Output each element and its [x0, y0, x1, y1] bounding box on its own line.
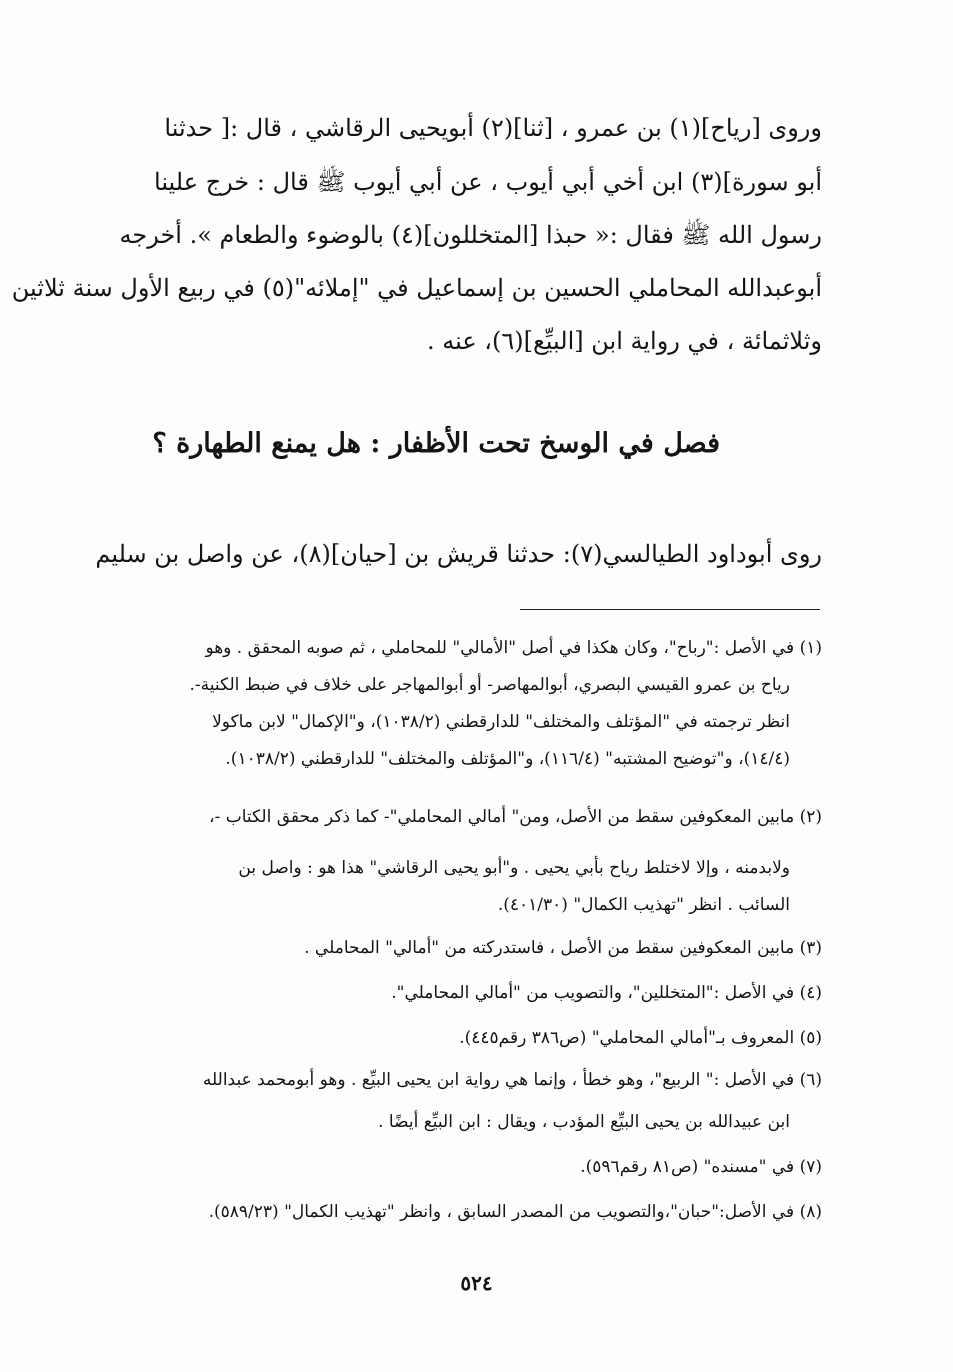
footnote-1-line-4: (١٤/٤)، و"توضيح المشتبه" (١١٦/٤)، و"المؤتلف والمختلف" للدارقطني (١٠٣٨/٢). [225, 749, 790, 769]
footnote-8: (٨) في الأصل:"حبان"،والتصويب من المصدر السابق ، وانظر "تهذيب الكمال" (٥٨٩/٢٣). [208, 1202, 822, 1222]
main-text-line-3: رسول الله ﷺ فقال :« حبذا [المتخللون](٤) بالوضوء والطعام ». أخرجه [119, 221, 822, 249]
section-heading: فصل في الوسخ تحت الأظفار : هل يمنع الطهارة ؟ [152, 428, 720, 459]
footnote-3: (٣) مابين المعكوفين سقط من الأصل ، فاستدركته من "أمالي" المحاملي . [304, 938, 822, 958]
footnote-1-line-3: انظر ترجمته في "المؤتلف والمختلف" للدارقطني (١٠٣٨/٢)، و"الإكمال" لابن ماكولا [212, 712, 790, 732]
footnote-2-line-3: السائب . انظر "تهذيب الكمال" (٤٠١/٣٠). [497, 895, 790, 915]
main-text-line-4: أبوعبدالله المحاملي الحسين بن إسماعيل في "إملائه"(٥) في ربيع الأول سنة ثلاثين [11, 274, 822, 302]
main-text-line-5: وثلاثمائة ، في رواية ابن [البيِّع](٦)، عنه . [426, 327, 822, 355]
footnote-7: (٧) في "مسنده" (ص٨١ رقم٥٩٦). [580, 1157, 822, 1177]
second-paragraph-line: روى أبوداود الطيالسي(٧): حدثنا قريش بن [حيان](٨)، عن واصل بن سليم [95, 540, 822, 568]
footnote-5: (٥) المعروف بـ"أمالي المحاملي" (ص٣٨٦ رقم٤٤٥). [459, 1028, 822, 1048]
footnote-6-line-2: ابن عبيدالله بن يحيى البيِّع المؤدب ، ويقال : ابن البيِّع أيضًا . [378, 1112, 790, 1132]
footnote-6-line-1: (٦) في الأصل :" الربيع"، وهو خطأ ، وإنما هي رواية ابن يحيى البيِّع . وهو أبومحمد عبدالله [202, 1070, 822, 1090]
footnote-1-line-1: (١) في الأصل :"رباح"، وكان هكذا في أصل "الأمالي" للمحاملي ، ثم صوبه المحقق . وهو [205, 638, 822, 658]
footnote-2-line-1: (٢) مابين المعكوفين سقط من الأصل، ومن" أمالي المحاملي"- كما ذكر محقق الكتاب -، [209, 807, 822, 827]
footnote-separator [520, 609, 820, 610]
main-text-line-2: أبو سورة](٣) ابن أخي أبي أيوب ، عن أبي أيوب ﷺ قال : خرج علينا [154, 168, 822, 196]
main-text-line-1: وروى [رياح](١) بن عمرو ، [ثنا](٢) أبويحيى الرقاشي ، قال :[ حدثنا [164, 114, 822, 142]
footnote-1-line-2: رياح بن عمرو القيسي البصري، أبوالمهاصر- أو أبوالمهاجر على خلاف في ضبط الكنية-. [189, 675, 790, 695]
footnote-4: (٤) في الأصل :"المتخللين"، والتصويب من "أمالي المحاملي". [391, 983, 822, 1003]
footnote-2-line-2: ولابدمنه ، وإلا لاختلط رياح بأبي يحيى . و"أبو يحيى الرقاشي" هذا هو : واصل بن [238, 858, 790, 878]
page-number: ٥٢٤ [460, 1271, 493, 1295]
